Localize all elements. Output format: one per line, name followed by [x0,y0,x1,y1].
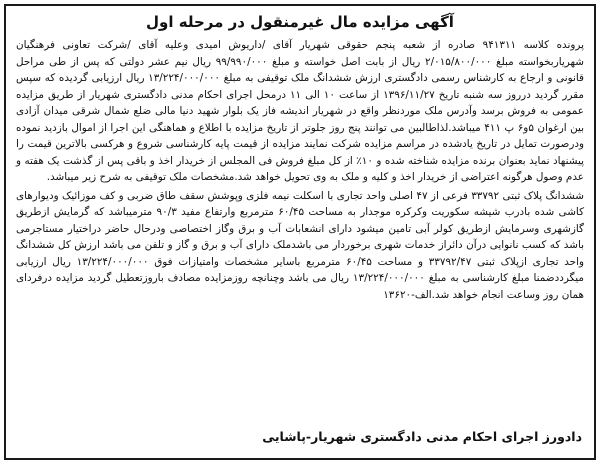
notice-signature: دادورز اجرای احکام مدنی دادگستری شهریار-پاشایی [262,429,582,444]
auction-notice [4,4,596,460]
notice-body [6,37,594,303]
notice-title: آگهی مزایده مال غیرمنقول در مرحله اول [146,13,454,31]
notice-paragraph-property: ششدانگ پلاک ثبتی ۳۳۷۹۲ فرعی از ۴۷ اصلی واحد تجاری با اسکلت نیمه فلزی وپوشش سقف طاق ضربی و کف موزائیک ودیوارهای کاشی شده بادرب شیشه سکوریت وکرکره موجدار به مساحت ۶۰/۴۵ مترمربع وارتفاع مفید ۹۰/۳ مترمیباشد که گرمایش ازطریق گازشهری وسرمایش ازطریق کولر آبی تامین میشود دارای انشعابات آب و برق وگاز اختصاصی ودرحال حاضر دراختیار مستاجرمی باشد که کسب نانوایی درآن دائراز خدمات شهری برخوردار می باشدملک دارای آب و برق و گاز و تلفن می باشد ارزش کل ششدانگ واحد تجاری ازپلاک ثبتی ۳۳۷۹۲/۴۷ و مساحت ۶۰/۴۵ مترمربع باسایر مشخصات وامتیازات فوق ۱۳/۲۲۴/۰۰۰/۰۰۰ ریال ارزیابی میگرددضمنا مبلغ کارشناسی به مبلغ ۱۳/۲۲۴/۰۰۰/۰۰۰ ریال می باشد وچنانچه روزمزایده مصادف باروزتعطیل گردید مزایده درفردای همان روز وساعت انجام خواهد شد.الف-۱۳۶۲۰ [16,189,585,301]
notice-paragraph-case: پرونده کلاسه ۹۴۱۳۱۱ صادره از شعبه پنجم حقوقی شهریار آقای /داریوش امیدی وعلیه آقای /شرکت تعاونی فرهنگیان شهریاربخواسته مبلغ ۲/۰۱۵/۸۰۰/۰۰۰ ریال از بابت اصل خواسته و مبلغ ۹۹/۹۹۰/۰۰۰ ریال نیم عشر دولتی که پس از طی مراحل قانونی و ارجاع به کارشناس رسمی دادگستری ارزش ششدانگ ملک توقیفی به مبلغ ۱۳/۲۲۴/۰۰۰/۰۰۰ ریال ارزیابی گردیده که سپس مقرر گردید درروز سه شنبه تاریخ ۱۳۹۶/۱۱/۲۷ از ساعت ۱۰ الی ۱۱ درمحل اجرای احکام مدنی دادگستری شهریار از طریق مزایده عمومی به فروش برسد وآدرس ملک موردنظر واقع در شهریار اندیشه فاز یک بلوار شهید دنیا مالی ضلع شمال شرقی میدان آزادی بین ارغوان ۵و۶ پ ۴۱۱ میباشد.لذاطالبین می توانند پنج روز جلوتر از تاریخ مزایده با اطلاع و هماهنگی این اجرا از اموال بازدید نموده ودرصورت تمایل در تاریخ یادشده در مراسم مزایده شرکت نمایند مزایده از قیمت پایه کارشناسی شروع و هرکسی بالاترین قیمت را پیشنهاد نماید بعنوان برنده مزایده شناخته شده و ۱۰٪ از کل مبلغ فروش فی المجلس از خریدار اخذ و باقی پس از گذشت یک هفته و عدم وصول هرگونه اعتراضی از خریدار اخذ و کلیه و ملک به وی تحویل خواهد شد.مشخصات ملک توقیفی به شرح زیر میباشد. [16,39,585,183]
